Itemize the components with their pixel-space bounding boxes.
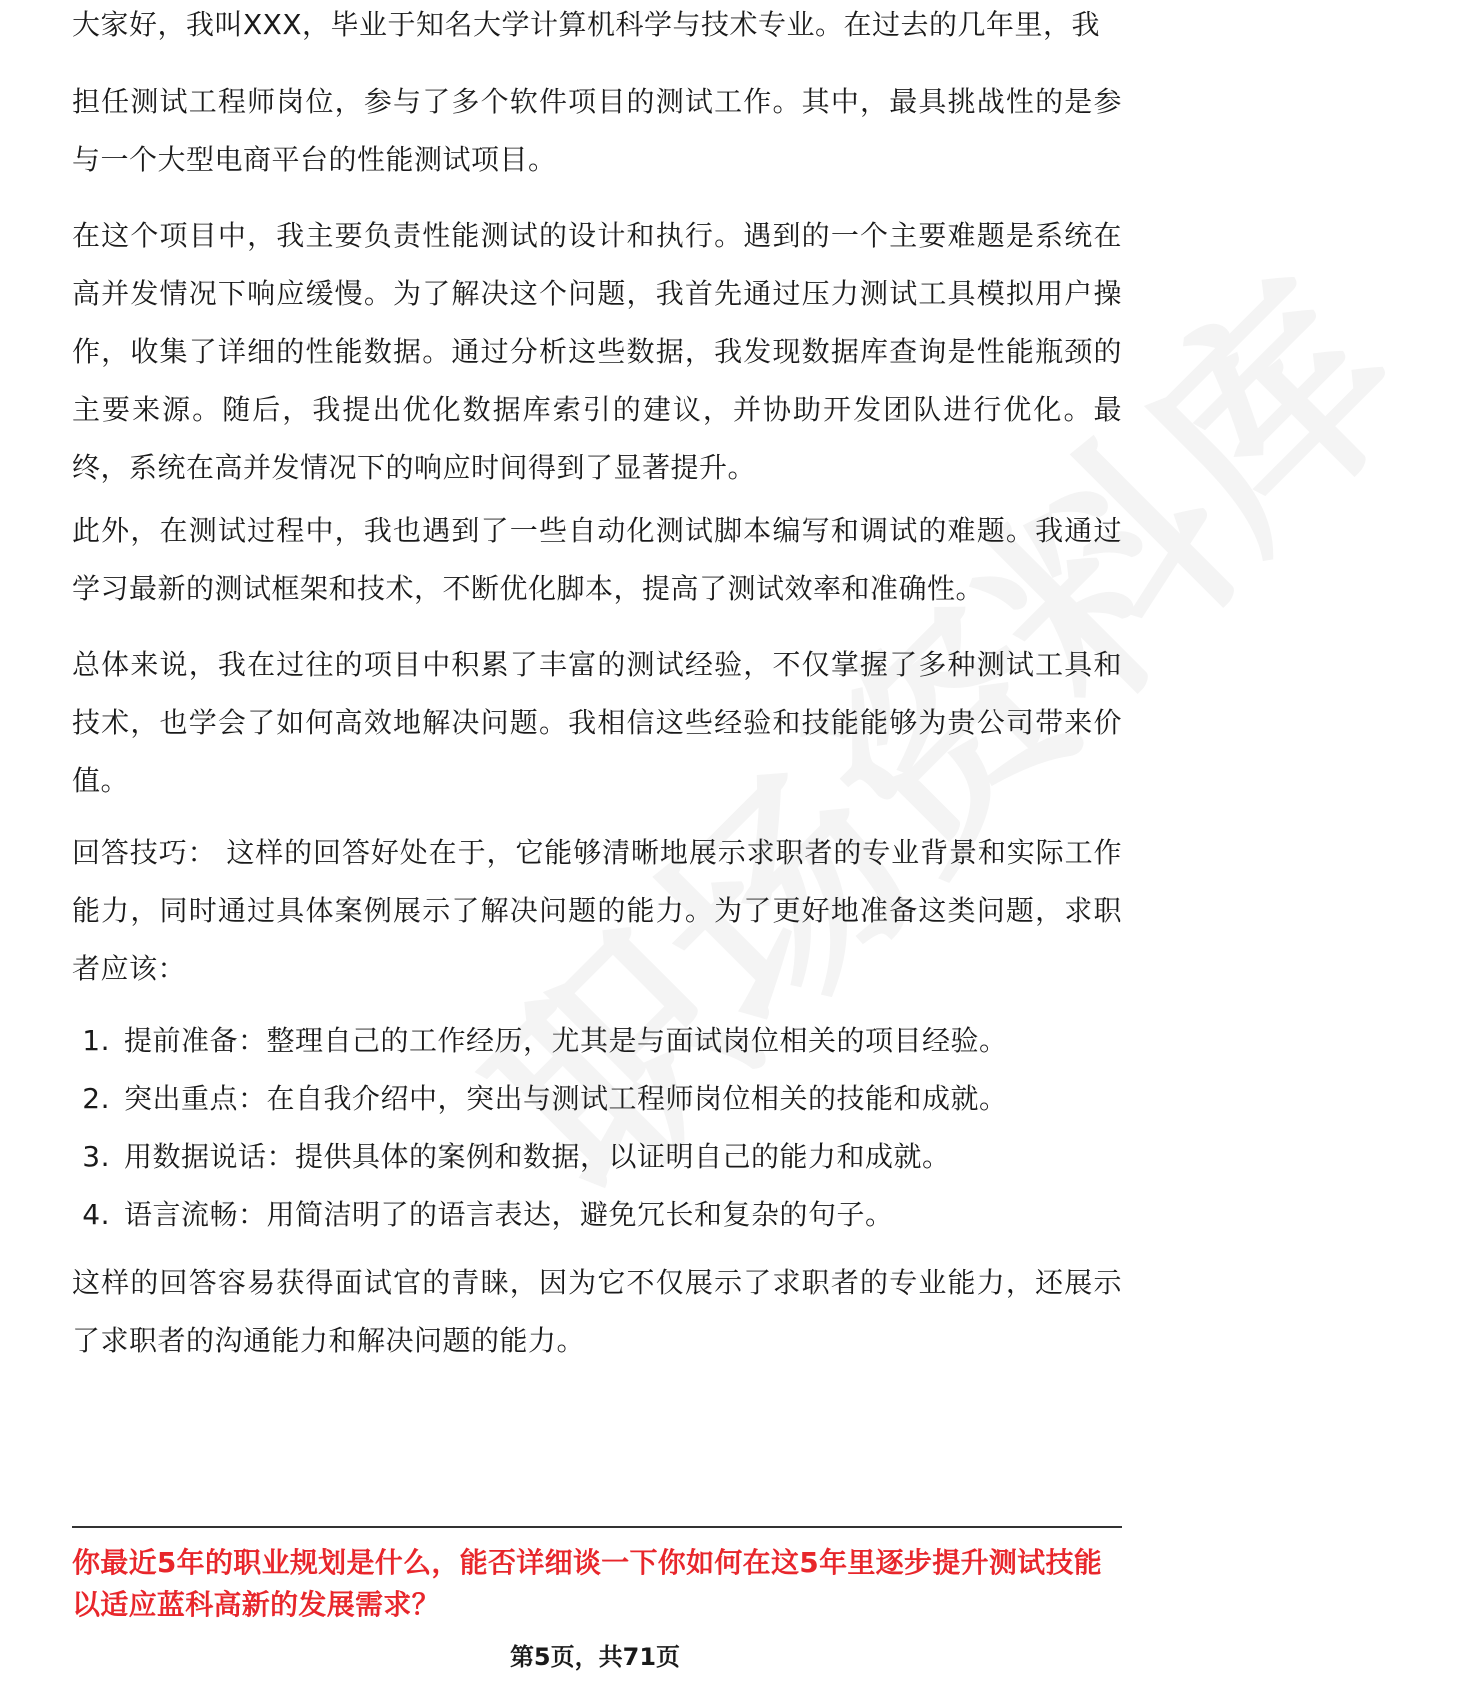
list-item: 4. 语言流畅：用简洁明了的语言表达，避免冗长和复杂的句子。	[82, 1198, 894, 1231]
list-item: 2. 突出重点：在自我介绍中，突出与测试工程师岗位相关的技能和成就。	[82, 1082, 1008, 1115]
cut-off-text: 大家好，我叫XXX，毕业于知名大学计算机科学与技术专业。在过去的几年里，我	[72, 8, 1101, 41]
next-question-heading: 你最近5年的职业规划是什么，能否详细谈一下你如何在这5年里逐步提升测试技能以适应蓝科高新的发展需求？	[72, 1546, 1103, 1621]
cut-off-line	[72, 8, 1122, 54]
paragraph-project: 在这个项目中，我主要负责性能测试的设计和执行。遇到的一个主要难题是系统在高并发情况下响应缓慢。为了解决这个问题，我首先通过压力测试工具模拟用户操作，收集了详细的性能数据。通过分析这些数据，我发现数据库查询是性能瓶颈的主要来源。随后，我提出优化数据库索引的建议，并协助开发团队进行优化。最终，系统在高并发情况下的响应时间得到了显著提升。	[72, 219, 1122, 484]
paragraph-summary: 总体来说，我在过往的项目中积累了丰富的测试经验，不仅掌握了多种测试工具和技术，也学会了如何高效地解决问题。我相信这些经验和技能能够为贵公司带来价值。	[72, 648, 1122, 797]
paragraph-tips-intro: 回答技巧： 这样的回答好处在于，它能够清晰地展示求职者的专业背景和实际工作能力，同时通过具体案例展示了解决问题的能力。为了更好地准备这类问题，求职者应该：	[72, 836, 1122, 985]
list-item: 1. 提前准备：整理自己的工作经历，尤其是与面试岗位相关的项目经验。	[82, 1024, 1008, 1057]
paragraph-automation: 此外，在测试过程中，我也遇到了一些自动化测试脚本编写和调试的难题。我通过学习最新的测试框架和技术，不断优化脚本，提高了测试效率和准确性。	[72, 514, 1122, 605]
paragraph-intro: 担任测试工程师岗位，参与了多个软件项目的测试工作。其中，最具挑战性的是参与一个大型电商平台的性能测试项目。	[72, 85, 1122, 176]
paragraph-conclusion: 这样的回答容易获得面试官的青睐，因为它不仅展示了求职者的专业能力，还展示了求职者的沟通能力和解决问题的能力。	[72, 1266, 1122, 1357]
page-footer: 第5页，共71页	[509, 1643, 681, 1671]
section-divider	[72, 1526, 1122, 1528]
tips-list	[72, 1012, 1122, 1244]
list-item: 3. 用数据说话：提供具体的案例和数据，以证明自己的能力和成就。	[82, 1140, 951, 1173]
